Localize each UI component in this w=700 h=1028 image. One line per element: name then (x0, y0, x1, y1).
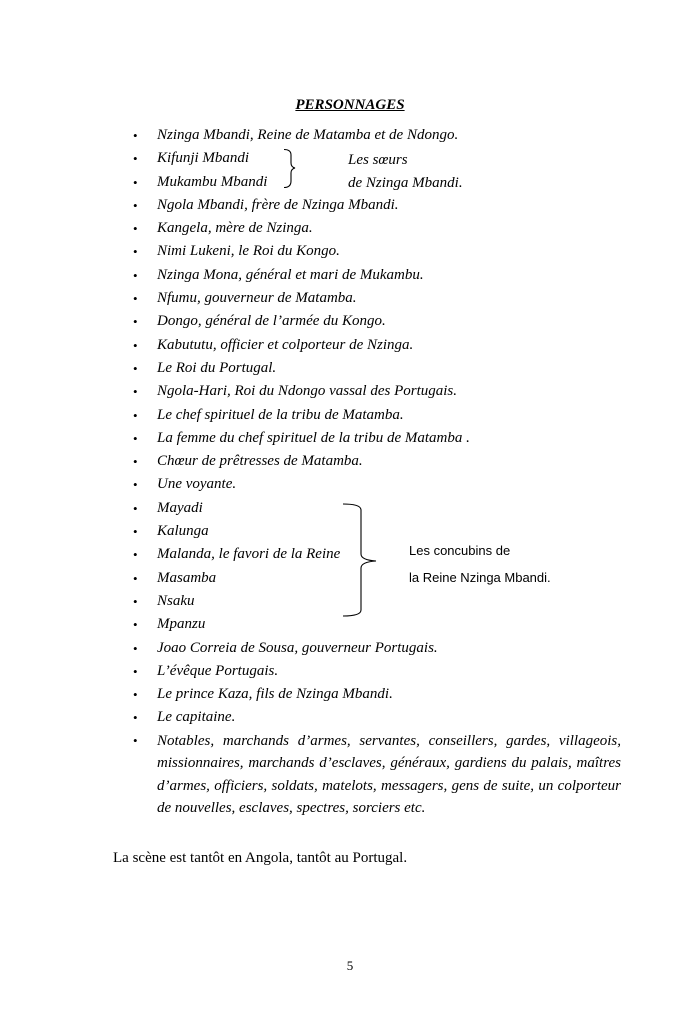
list-item: • Masamba (0, 567, 621, 590)
concubines-note-line1: Les concubins de (409, 543, 511, 558)
list-item-ensemble: • Notables, marchands d’armes, servantes, conseillers, gardes, villageois, missionnaires, marchands d’esclaves, généraux, gardiens du palais, maîtres d’armes, officiers, soldats, matelots, messagers, gens de suite, un colporteur de nouvelles, esclaves, spectres, sorciers etc. (0, 730, 621, 820)
character-list (0, 124, 621, 820)
sisters-brace (282, 149, 296, 189)
sisters-note-line1: Les sœurs (348, 152, 408, 168)
list-item: • Le capitaine. (0, 706, 621, 729)
list-item: • Kangela, mère de Nzinga. (0, 217, 621, 240)
list-item: • Mayadi (0, 497, 621, 520)
list-item: • Mpanzu (0, 613, 621, 636)
list-item: • Chœur de prêtresses de Matamba. (0, 450, 621, 473)
setting-text: La scène est tantôt en Angola, tantôt au Portugal. (113, 850, 408, 866)
list-item: • Dongo, général de l’armée du Kongo. (0, 310, 621, 333)
list-item: • Ngola Mbandi, frère de Nzinga Mbandi. (0, 194, 621, 217)
sisters-note-line2: de Nzinga Mbandi. (348, 175, 463, 191)
list-item: • Une voyante. (0, 473, 621, 496)
list-item: • Nzinga Mbandi, Reine de Matamba et de Ndongo. (0, 124, 621, 147)
list-item: • Nfumu, gouverneur de Matamba. (0, 287, 621, 310)
concubines-note-line2: la Reine Nzinga Mbandi. (409, 570, 551, 585)
list-item: • Le prince Kaza, fils de Nzinga Mbandi. (0, 683, 621, 706)
list-item: • Joao Correia de Sousa, gouverneur Portugais. (0, 637, 621, 660)
list-item: • Kalunga (0, 520, 621, 543)
list-item: • Kabututu, officier et colporteur de Nzinga. (0, 334, 621, 357)
list-item: • Le Roi du Portugal. (0, 357, 621, 380)
concubines-brace (342, 503, 378, 617)
list-item: • Le chef spirituel de la tribu de Matamba. (0, 404, 621, 427)
page-number: 5 (346, 958, 354, 973)
list-item: • Mukambu Mbandi (0, 171, 621, 194)
list-item: • L’évêque Portugais. (0, 660, 621, 683)
list-item: • Nzinga Mona, général et mari de Mukambu. (0, 264, 621, 287)
list-item: • Nimi Lukeni, le Roi du Kongo. (0, 240, 621, 263)
list-item: • La femme du chef spirituel de la tribu de Matamba . (0, 427, 621, 450)
list-item: • Kifunji Mbandi (0, 147, 621, 170)
list-item: • Malanda, le favori de la Reine (0, 543, 621, 566)
list-item: • Ngola-Hari, Roi du Ndongo vassal des Portugais. (0, 380, 621, 403)
page-title: PERSONNAGES (295, 97, 405, 113)
list-item: • Nsaku (0, 590, 621, 613)
